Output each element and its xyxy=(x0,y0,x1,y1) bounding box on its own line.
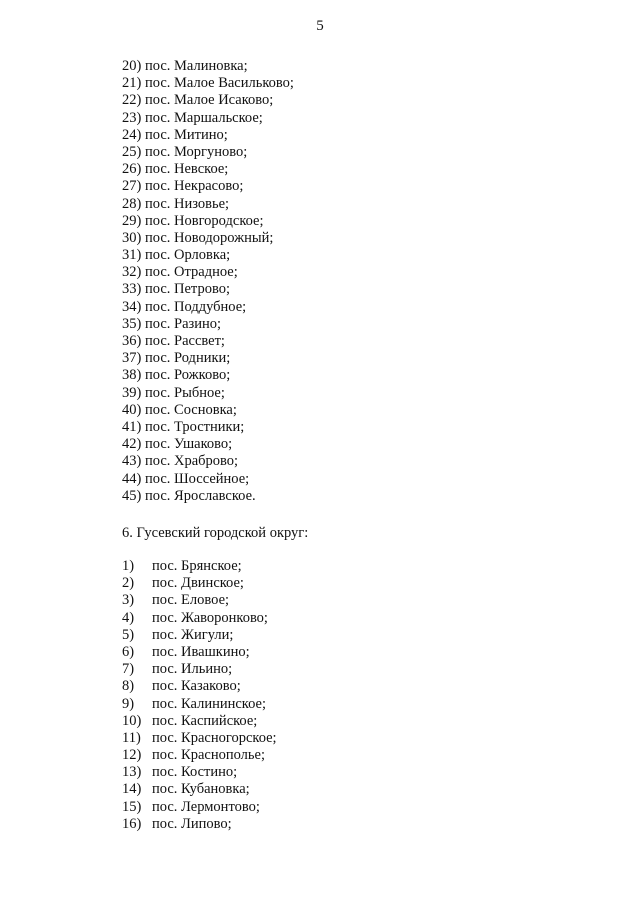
item-name: пос. Липово; xyxy=(152,815,232,832)
list-item xyxy=(122,799,277,816)
item-name: пос. Двинское; xyxy=(152,575,244,592)
item-name: пос. Храброво; xyxy=(144,453,239,470)
item-name: пос. Малиновка; xyxy=(144,58,248,74)
list-item xyxy=(122,558,277,575)
item-number: 1) xyxy=(122,558,135,574)
section-heading: 6. Гусевский городской округ: xyxy=(122,525,309,541)
item-name: пос. Новодорожный; xyxy=(144,229,274,246)
item-name: пос. Жаворонково; xyxy=(152,609,268,626)
list-item xyxy=(122,696,277,713)
item-number: 43) xyxy=(122,453,142,470)
item-number: 24) xyxy=(122,126,142,143)
list-item xyxy=(122,730,277,747)
item-number: 32) xyxy=(122,264,142,281)
item-name: пос. Поддубное; xyxy=(144,298,247,315)
item-number: 26) xyxy=(122,161,142,178)
item-number: 45) xyxy=(122,487,142,504)
item-number: 23) xyxy=(122,109,142,126)
settlement-list-continued xyxy=(122,58,294,505)
item-number: 11) xyxy=(122,729,141,746)
item-number: 12) xyxy=(122,747,142,764)
item-name: пос. Каспийское; xyxy=(152,712,258,729)
list-item xyxy=(122,592,277,609)
item-name: пос. Красногорское; xyxy=(152,729,277,746)
list-item xyxy=(122,678,277,695)
item-number: 16) xyxy=(122,815,142,832)
item-number: 10) xyxy=(122,712,142,729)
item-name: пос. Шоссейное; xyxy=(144,470,250,487)
item-name: пос. Рыбное; xyxy=(144,384,225,401)
item-name: пос. Малое Васильково; xyxy=(144,75,294,92)
list-item xyxy=(122,213,294,230)
item-number: 39) xyxy=(122,384,142,401)
item-number: 20) xyxy=(122,58,142,74)
item-number: 15) xyxy=(122,798,142,815)
item-number: 6) xyxy=(122,643,135,660)
list-item xyxy=(122,92,294,109)
item-name: пос. Рожково; xyxy=(144,367,231,384)
list-item xyxy=(122,247,294,264)
item-number: 42) xyxy=(122,436,142,453)
item-name: пос. Моргуново; xyxy=(144,143,248,160)
list-item xyxy=(122,816,277,833)
list-item xyxy=(122,350,294,367)
item-number: 36) xyxy=(122,333,142,349)
item-name: пос. Костино; xyxy=(152,764,238,781)
item-number: 5) xyxy=(122,626,135,643)
item-name: пос. Родники; xyxy=(144,350,231,367)
item-name: пос. Петрово; xyxy=(144,281,230,298)
item-name: пос. Орловка; xyxy=(144,247,231,264)
list-item xyxy=(122,127,294,144)
item-number: 14) xyxy=(122,781,142,798)
item-number: 41) xyxy=(122,418,142,435)
list-item xyxy=(122,661,277,678)
list-item xyxy=(122,75,294,92)
item-number: 37) xyxy=(122,350,142,367)
list-item xyxy=(122,367,294,384)
item-name: пос. Еловое; xyxy=(152,592,230,609)
item-name: пос. Низовье; xyxy=(144,195,230,212)
list-item xyxy=(122,402,294,419)
item-name: пос. Кубановка; xyxy=(152,781,250,798)
list-item xyxy=(122,436,294,453)
item-number: 13) xyxy=(122,764,142,781)
list-item xyxy=(122,644,277,661)
item-name: пос. Ивашкино; xyxy=(152,643,250,660)
list-item xyxy=(122,281,294,298)
list-item xyxy=(122,58,294,75)
list-item xyxy=(122,453,294,470)
list-item xyxy=(122,316,294,333)
item-name: пос. Жигули; xyxy=(152,626,234,643)
list-item xyxy=(122,110,294,127)
item-number: 22) xyxy=(122,92,142,109)
item-number: 44) xyxy=(122,470,142,487)
list-item xyxy=(122,747,277,764)
item-name: пос. Некрасово; xyxy=(144,178,244,195)
item-number: 3) xyxy=(122,592,135,609)
list-item xyxy=(122,419,294,436)
list-item xyxy=(122,333,294,350)
page-number: 5 xyxy=(316,18,324,34)
item-name: пос. Лермонтово; xyxy=(152,798,260,815)
item-number: 30) xyxy=(122,229,142,246)
list-item xyxy=(122,575,277,592)
list-item xyxy=(122,764,277,781)
item-name: пос. Ильино; xyxy=(152,661,233,678)
item-number: 25) xyxy=(122,143,142,160)
item-name: пос. Казаково; xyxy=(152,678,241,695)
item-number: 4) xyxy=(122,609,135,626)
item-name: пос. Маршальское; xyxy=(144,109,263,126)
list-item xyxy=(122,610,277,627)
item-number: 29) xyxy=(122,212,142,229)
item-name: пос. Малое Исаково; xyxy=(144,92,274,109)
list-item xyxy=(122,488,294,505)
item-name: пос. Разино; xyxy=(144,315,222,332)
item-number: 34) xyxy=(122,298,142,315)
list-item xyxy=(122,299,294,316)
list-item xyxy=(122,161,294,178)
item-name: пос. Ушаково; xyxy=(144,436,233,453)
item-number: 28) xyxy=(122,195,142,212)
item-number: 7) xyxy=(122,661,135,678)
list-item xyxy=(122,471,294,488)
list-item xyxy=(122,178,294,195)
item-name: пос. Калининское; xyxy=(152,695,267,712)
item-number: 31) xyxy=(122,247,142,264)
item-number: 38) xyxy=(122,367,142,384)
item-name: пос. Рассвет; xyxy=(144,333,225,349)
list-item xyxy=(122,781,277,798)
item-number: 21) xyxy=(122,75,142,92)
item-name: пос. Сосновка; xyxy=(144,401,237,418)
item-name: пос. Брянское; xyxy=(152,558,242,574)
item-name: пос. Тростники; xyxy=(144,418,245,435)
item-number: 2) xyxy=(122,575,135,592)
item-name: пос. Новгородское; xyxy=(144,212,264,229)
item-number: 9) xyxy=(122,695,135,712)
item-name: пос. Невское; xyxy=(144,161,229,178)
item-name: пос. Митино; xyxy=(144,126,228,143)
list-item xyxy=(122,713,277,730)
item-number: 27) xyxy=(122,178,142,195)
item-name: пос. Краснополье; xyxy=(152,747,265,764)
list-item xyxy=(122,385,294,402)
list-item xyxy=(122,264,294,281)
list-item xyxy=(122,230,294,247)
item-number: 33) xyxy=(122,281,142,298)
list-item xyxy=(122,196,294,213)
list-item xyxy=(122,627,277,644)
item-number: 40) xyxy=(122,401,142,418)
item-number: 8) xyxy=(122,678,135,695)
list-item xyxy=(122,144,294,161)
settlement-list-gusev xyxy=(122,558,277,833)
item-number: 35) xyxy=(122,315,142,332)
item-name: пос. Ярославское. xyxy=(144,487,256,504)
item-name: пос. Отрадное; xyxy=(144,264,238,281)
